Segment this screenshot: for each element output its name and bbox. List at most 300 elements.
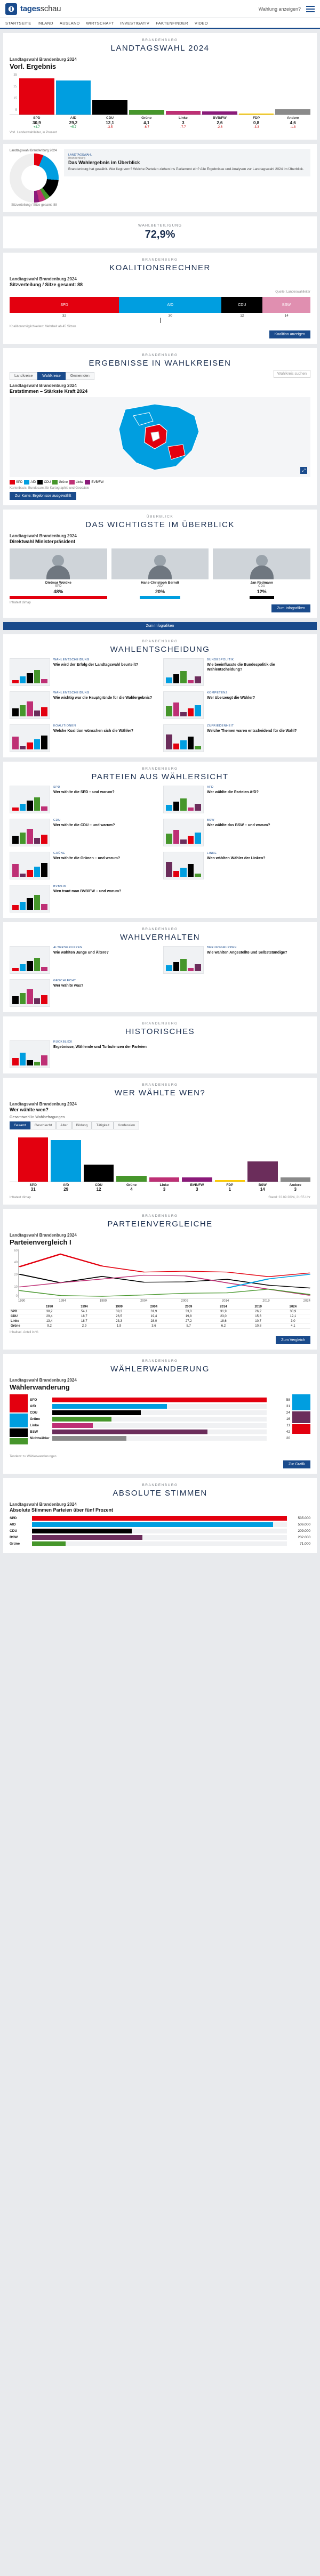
- teaser-thumbnail: [10, 658, 50, 686]
- turnout-label: WAHLBETEILIGUNG: [138, 224, 182, 228]
- absolute-value: 71.000: [300, 1542, 310, 1546]
- table-cell: 30,9: [276, 1310, 310, 1314]
- bar-value: 4,1: [143, 120, 150, 125]
- teaser-headline: Wen wählten Wähler der Linken?: [207, 857, 266, 860]
- teaser-thumbnail: [10, 786, 50, 813]
- absolute-eyebrow: BRANDENBURG: [142, 1483, 178, 1487]
- nav-item-6[interactable]: VIDEO: [194, 20, 208, 26]
- table-col-header: 1999: [102, 1305, 137, 1310]
- donut-caption: Sitzverteilung / Sitze gesamt: 88: [11, 204, 57, 207]
- section-title: PARTEIEN AUS WÄHLERSICHT: [91, 772, 229, 781]
- who-bar-values: [10, 1187, 310, 1192]
- teaser-kicker: AFD: [207, 786, 214, 789]
- candidate: [10, 548, 107, 599]
- nav-item-2[interactable]: AUSLAND: [59, 20, 80, 26]
- y-axis: 35 25 15 5: [13, 74, 17, 112]
- absolute-value: 209.000: [298, 1529, 310, 1533]
- candidate: [213, 548, 310, 599]
- tab-wahlkreise[interactable]: Wahlkreise: [37, 372, 65, 380]
- bar-labels: [10, 116, 310, 120]
- nav-item-4[interactable]: INVESTIGATIV: [120, 20, 150, 26]
- result-card: [3, 33, 317, 140]
- migration-left-col: [10, 1394, 28, 1453]
- teaser-thumbnail: [163, 691, 204, 719]
- table-cell: 3,0: [276, 1319, 310, 1324]
- table-row-label: Linke: [10, 1319, 32, 1324]
- candidate-bar: [140, 596, 181, 599]
- who-bar-value: 3: [163, 1187, 166, 1192]
- coalition-chart-sub: Sitzverteilung / Sitze gesamt: 88: [10, 282, 83, 287]
- nav-item-5[interactable]: FAKTENFINDER: [156, 20, 188, 26]
- teaser-thumbnail: [163, 658, 204, 686]
- migration-chart-head: Landtagswahl Brandenburg 2024: [10, 1378, 77, 1383]
- teaser-kicker: GRÜNE: [53, 852, 66, 855]
- migration-note: Tendenz zu Wählerwanderungen: [10, 1455, 57, 1458]
- migration-track: [52, 1404, 267, 1409]
- bar-changes: [10, 126, 310, 129]
- teaser-section: [3, 762, 317, 918]
- absolute-label: SPD: [10, 1516, 17, 1520]
- who-bar-label: SPD: [29, 1183, 37, 1187]
- teaser-item[interactable]: [163, 724, 310, 752]
- bar-label: Grüne: [141, 116, 152, 120]
- overview-footnote: Infratest dimap: [10, 601, 31, 604]
- bar-change: -3.3: [253, 126, 259, 129]
- compare-x-tick: 2019: [262, 1299, 270, 1303]
- bar-label: CDU: [106, 116, 114, 120]
- who-bar-label: BVB/FW: [190, 1183, 204, 1187]
- compare-eyebrow: BRANDENBURG: [142, 1214, 178, 1218]
- teaser-headline: Welche Themen waren entscheidend für die Wahl?: [207, 729, 297, 733]
- compare-line-chart: [14, 1249, 310, 1298]
- overview-card: [3, 510, 317, 618]
- brand-bold: tages: [20, 4, 41, 13]
- table-cell: 26,2: [241, 1310, 276, 1314]
- who-bar: [116, 1176, 146, 1182]
- result-eyebrow: BRANDENBURG: [142, 38, 178, 42]
- tab-landkreise[interactable]: Landkreise: [10, 372, 37, 380]
- seat-segment[interactable]: AfD: [119, 297, 221, 313]
- who-bar: [281, 1177, 310, 1182]
- teaser-item[interactable]: [163, 786, 310, 813]
- teaser-item[interactable]: [10, 979, 157, 1007]
- bar-column: [239, 74, 274, 115]
- brand-light: schau: [40, 4, 61, 13]
- promo-title: Das Wahlergebnis im Überblick: [68, 160, 140, 165]
- table-cell: 9,2: [32, 1324, 67, 1329]
- map-legend-item: BVB/FW: [85, 480, 103, 484]
- table-cell: 12,1: [276, 1314, 310, 1319]
- teaser-item[interactable]: [163, 658, 310, 686]
- promo-kicker: LANDTAGSWAHL: [68, 154, 92, 157]
- show-coalition-button[interactable]: Koalition anzeigen: [269, 330, 310, 338]
- migration-value: 24: [286, 1411, 290, 1415]
- table-col-header: 2019: [241, 1305, 276, 1310]
- seat-segment[interactable]: CDU: [221, 297, 262, 313]
- result-title: LANDTAGSWAHL 2024: [110, 44, 210, 53]
- teaser-item[interactable]: [10, 946, 157, 974]
- who-chart-sub: Wer wählte wen?: [10, 1107, 49, 1112]
- candidate-percent: 20%: [155, 589, 165, 594]
- table-cell: 4,1: [276, 1324, 310, 1329]
- map-note: Kartenbasis: Bundesamt für Kartographie und Geodäsie: [10, 487, 90, 490]
- migration-bars: [30, 1394, 290, 1453]
- teaser-thumbnail: [10, 852, 50, 879]
- migration-label: Linke: [30, 1424, 39, 1427]
- who-bar: [149, 1177, 179, 1182]
- absolute-track: [32, 1522, 287, 1527]
- who-tab[interactable]: Bildung: [72, 1121, 92, 1129]
- districts-sub: Landtagswahl Brandenburg 2024: [10, 383, 77, 388]
- teaser-item[interactable]: [10, 819, 157, 846]
- table-cell: 33,0: [171, 1310, 206, 1314]
- who-tab[interactable]: Gesamt: [10, 1121, 30, 1129]
- teaser-item[interactable]: [163, 691, 310, 719]
- teaser-kicker: BSW: [207, 819, 215, 822]
- migration-label: CDU: [30, 1411, 38, 1415]
- migration-track: [52, 1417, 267, 1422]
- compare-chart-head: Landtagswahl Brandenburg 2024: [10, 1233, 77, 1238]
- teaser-section: [3, 922, 317, 1012]
- teaser-item[interactable]: [163, 819, 310, 846]
- teaser-thumbnail: [163, 819, 204, 846]
- migration-track: [52, 1430, 267, 1434]
- compare-x-tick: 2024: [303, 1299, 310, 1303]
- migration-value: 31: [286, 1404, 290, 1408]
- table-cell: 39,3: [102, 1310, 137, 1314]
- migration-track: [52, 1423, 267, 1428]
- candidate-row: [10, 548, 310, 599]
- bar-column: [275, 74, 310, 115]
- table-col-header: 1994: [67, 1305, 101, 1310]
- party-compare-card: [3, 1209, 317, 1350]
- donut-head: Landtagswahl Brandenburg 2024: [10, 149, 57, 152]
- who-bar-label: Andere: [289, 1183, 301, 1187]
- migration-flow: [10, 1394, 310, 1453]
- bar-label: FDP: [253, 116, 260, 120]
- teaser-item[interactable]: [10, 724, 157, 752]
- compare-x-tick: 1994: [59, 1299, 66, 1303]
- table-cell: 1,9: [102, 1324, 137, 1329]
- bar-column: [129, 74, 164, 115]
- who-bar-value: 29: [63, 1187, 69, 1192]
- map-legend: [10, 480, 310, 484]
- table-col-header: 2009: [171, 1305, 206, 1310]
- header-tagline: Wahlung anzeigen?: [258, 6, 301, 12]
- migration-row: [30, 1430, 290, 1434]
- seat-segment[interactable]: SPD: [10, 297, 119, 313]
- migration-button[interactable]: Zur Grafik: [283, 1460, 310, 1468]
- who-tab[interactable]: Tätigkeit: [92, 1121, 114, 1129]
- bar-change: -7.7: [180, 126, 186, 129]
- who-bar: [51, 1140, 81, 1182]
- historic-card: [3, 1016, 317, 1073]
- candidate-bar: [10, 596, 107, 599]
- teaser-kicker: KOALITIONEN: [53, 724, 76, 728]
- district-search-input[interactable]: Wahlkreis suchen: [274, 370, 310, 378]
- historic-teaser[interactable]: [10, 1040, 310, 1068]
- bar-column: [19, 74, 54, 115]
- migration-chart-sub: Wählerwanderung: [10, 1383, 70, 1391]
- bar-column: [202, 74, 237, 115]
- table-cell: 23,0: [206, 1314, 241, 1319]
- compare-x-tick: 2004: [140, 1299, 148, 1303]
- who-bar: [215, 1180, 245, 1182]
- teaser-headline: Wer wählte das BSW – und warum?: [207, 823, 270, 827]
- teaser-kicker: BERUFSGRUPPEN: [207, 946, 237, 949]
- seat-bar[interactable]: [10, 297, 310, 313]
- teaser-thumbnail: [163, 946, 204, 974]
- coalition-eyebrow: BRANDENBURG: [142, 258, 178, 262]
- absolute-votes-card: [3, 1478, 317, 1553]
- map-result-button[interactable]: Zur Karte: Ergebnisse ausgewählt: [10, 492, 76, 500]
- candidate-percent: 12%: [257, 589, 267, 594]
- compare-x-tick: 1999: [99, 1299, 107, 1303]
- more-infographics-button[interactable]: Zum Infografiken: [3, 622, 317, 630]
- seat-count: 30: [168, 314, 172, 318]
- map-legend-item: CDU: [37, 480, 51, 484]
- compare-chart-sub: Parteienvergleich I: [10, 1238, 71, 1246]
- bar-value: 12,1: [106, 120, 114, 125]
- table-row-label: SPD: [10, 1310, 32, 1314]
- coalition-calculator-card: [3, 253, 317, 344]
- who-bar-label: CDU: [95, 1183, 103, 1187]
- migration-label: SPD: [30, 1398, 37, 1402]
- tab-gemeinden[interactable]: Gemeinden: [66, 372, 94, 380]
- brand-title[interactable]: [20, 4, 61, 13]
- coalition-chart-head: Landtagswahl Brandenburg 2024: [10, 277, 77, 281]
- candidate-photo: [111, 548, 209, 579]
- absolute-row: [10, 1529, 310, 1533]
- teaser-kicker: BVB/FW: [53, 885, 67, 888]
- overview-button[interactable]: Zum Infografiken: [271, 604, 310, 612]
- who-tab[interactable]: Alter: [56, 1121, 71, 1129]
- teaser-kicker: LINKE: [207, 852, 217, 855]
- districts-sub2: Erststimmen – Stärkste Kraft 2024: [10, 389, 88, 394]
- who-title: WER WÄHLTE WEN?: [114, 1088, 206, 1097]
- migration-label: AfD: [30, 1404, 36, 1408]
- nav-item-3[interactable]: WIRTSCHAFT: [86, 20, 114, 26]
- migration-right-col: [292, 1394, 310, 1453]
- absolute-label: CDU: [10, 1529, 18, 1533]
- compare-x-tick: 1990: [18, 1299, 26, 1303]
- teaser-kicker: GESCHLECHT: [53, 979, 76, 982]
- migration-value: 58: [286, 1398, 290, 1402]
- who-bar-label: Linke: [159, 1183, 169, 1187]
- migration-label: Grüne: [30, 1417, 41, 1421]
- coalition-majority-note: Koalitionsmöglichkeiten: Mehrheit ab 45 Sitzen: [10, 325, 76, 328]
- historic-kicker: RÜCKBLICK: [53, 1040, 73, 1044]
- table-corner: [10, 1305, 32, 1310]
- teaser-grid: [10, 786, 310, 912]
- table-cell: 54,1: [67, 1310, 101, 1314]
- teaser-item[interactable]: [10, 786, 157, 813]
- absolute-bars: [10, 1516, 310, 1546]
- table-cell: 18,7: [67, 1314, 101, 1319]
- bar-label: SPD: [33, 116, 41, 120]
- table-cell: 29,4: [32, 1314, 67, 1319]
- compare-y-axis: 60 40 20 10 0: [14, 1249, 18, 1298]
- who-stand: Stand: 22.09.2024, 21:55 Uhr: [268, 1196, 310, 1199]
- who-bar-value: 3: [294, 1187, 297, 1192]
- bar-change: -3.5: [107, 126, 113, 129]
- who-bar-label: BSW: [258, 1183, 267, 1187]
- teaser-kicker: WAHLENTSCHEIDUNG: [53, 691, 90, 695]
- candidate: [111, 548, 209, 599]
- map-svg[interactable]: [104, 400, 216, 474]
- seat-count: 12: [240, 314, 244, 318]
- who-bar-value: 14: [260, 1187, 265, 1192]
- teaser-kicker: ZUFRIEDENHEIT: [207, 724, 234, 728]
- compare-x-axis: [18, 1299, 310, 1303]
- table-col-header: 1990: [32, 1305, 67, 1310]
- nav-item-0[interactable]: STARTSEITE: [5, 20, 31, 26]
- compare-footnote: Inhaltsel. Anteil in %: [10, 1331, 38, 1334]
- migration-row: [30, 1410, 290, 1415]
- who-tab[interactable]: Geschlecht: [30, 1121, 57, 1129]
- teaser-headline: Wie beeinflusste die Bundespolitik die Wahlentscheidung?: [207, 663, 275, 672]
- bar-column: [56, 74, 91, 115]
- who-tab[interactable]: Konfession: [114, 1121, 139, 1129]
- migration-row: [30, 1423, 290, 1428]
- map-legend-item: Linke: [69, 480, 83, 484]
- main-nav[interactable]: [0, 18, 320, 29]
- who-bar: [182, 1177, 212, 1182]
- migration-value: 16: [286, 1417, 290, 1421]
- seat-segment[interactable]: BSW: [262, 297, 310, 313]
- table-cell: 6,2: [206, 1324, 241, 1329]
- section-eyebrow: BRANDENBURG: [142, 640, 178, 643]
- teaser-item[interactable]: [163, 946, 310, 974]
- bar-values: [10, 120, 310, 125]
- bar-change: -1.8: [290, 126, 296, 129]
- teaser-headline: Wer wählte die CDU – und warum?: [53, 823, 115, 827]
- absolute-row: [10, 1516, 310, 1521]
- table-cell: 5,7: [171, 1324, 206, 1329]
- teaser-thumbnail: [10, 979, 50, 1007]
- map-expand-icon[interactable]: ⤢: [300, 467, 307, 474]
- coalition-title: KOALITIONSRECHNER: [109, 263, 211, 272]
- result-footnote: Vorl. Landeswahlleiter, in Prozent: [10, 131, 57, 134]
- who-tabs[interactable]: [10, 1121, 310, 1129]
- map-legend-item: AfD: [24, 480, 36, 484]
- table-row: [10, 1319, 310, 1324]
- candidate-name: Dietmar Woidke: [45, 581, 71, 585]
- seat-distribution-card: [3, 144, 317, 212]
- who-source: Infratest dimap: [10, 1196, 31, 1199]
- teaser-item[interactable]: [10, 658, 157, 686]
- migration-label: Nichtwähler: [30, 1436, 50, 1440]
- teaser-thumbnail: [163, 852, 204, 879]
- teaser-thumbnail: [163, 786, 204, 813]
- who-bar-chart: [10, 1132, 310, 1182]
- table-cell: 23,3: [102, 1319, 137, 1324]
- result-bar-chart: [10, 74, 310, 115]
- who-bar-value: 31: [30, 1187, 36, 1192]
- bar-value: 0,8: [253, 120, 260, 125]
- candidate-party: SPD: [55, 585, 62, 588]
- migration-value: 11: [286, 1424, 290, 1427]
- who-chart-head: Landtagswahl Brandenburg 2024: [10, 1102, 77, 1107]
- overview-eyebrow: ÜBERBLICK: [146, 515, 174, 519]
- table-row: [10, 1314, 310, 1319]
- teaser-item[interactable]: [10, 691, 157, 719]
- table-cell: 31,9: [137, 1310, 171, 1314]
- migration-row: [30, 1436, 290, 1441]
- candidate-party: CDU: [258, 585, 266, 588]
- absolute-value: 506.000: [298, 1523, 310, 1527]
- bar-label: AfD: [70, 116, 77, 120]
- teaser-headline: Wie wählten Junge und Ältere?: [53, 951, 109, 955]
- teaser-headline: Wie wird der Erfolg der Landtagswahl beurteilt?: [53, 663, 139, 667]
- absolute-label: BSW: [10, 1536, 18, 1539]
- table-cell: 27,2: [171, 1319, 206, 1324]
- who-bar: [247, 1161, 277, 1182]
- absolute-value: 232.000: [298, 1536, 310, 1539]
- seat-numbers: [10, 314, 310, 318]
- bar-column: [166, 74, 201, 115]
- bar-label: Linke: [178, 116, 188, 120]
- bar-column: [92, 74, 127, 115]
- teaser-headline: Wer wählte was?: [53, 984, 84, 988]
- teaser-item[interactable]: [163, 852, 310, 879]
- section-eyebrow: BRANDENBURG: [142, 767, 178, 771]
- teaser-headline: Welche Koalition wünschen sich die Wähler?: [53, 729, 134, 733]
- districts-tabs[interactable]: [10, 372, 310, 380]
- teaser-thumbnail: [10, 819, 50, 846]
- table-cell: 2,9: [67, 1324, 101, 1329]
- table-cell: 18,6: [206, 1319, 241, 1324]
- absolute-track: [32, 1516, 287, 1521]
- promo-box[interactable]: [64, 149, 310, 176]
- menu-icon[interactable]: [306, 6, 315, 12]
- seat-donut-chart: [10, 154, 59, 203]
- absolute-track: [32, 1529, 287, 1533]
- seat-count: 14: [284, 314, 289, 318]
- compare-title: PARTEIENVERGLEICHE: [107, 1220, 213, 1229]
- teaser-thumbnail: [10, 724, 50, 752]
- teaser-headline: Wie wählten Angestellte und Selbstständige?: [207, 951, 287, 955]
- result-chart-head: Landtagswahl Brandenburg 2024: [10, 57, 77, 62]
- table-cell: 3,6: [137, 1324, 171, 1329]
- who-bar: [18, 1137, 48, 1182]
- teaser-item[interactable]: [10, 852, 157, 879]
- teaser-item[interactable]: [10, 885, 157, 912]
- bar-value: 3: [182, 120, 185, 125]
- table-col-header: 2014: [206, 1305, 241, 1310]
- migration-track: [52, 1410, 267, 1415]
- compare-x-tick: 2009: [181, 1299, 188, 1303]
- bar-change: +5.7: [70, 126, 77, 129]
- who-voted-card: [3, 1078, 317, 1205]
- seat-count: 32: [62, 314, 67, 318]
- brandenburg-map[interactable]: [10, 397, 310, 477]
- bar-value: 30,9: [33, 120, 41, 125]
- compare-button[interactable]: Zum Vergleich: [276, 1336, 310, 1344]
- historic-thumb: [10, 1040, 50, 1068]
- tagesschau-logo-icon[interactable]: [5, 3, 17, 15]
- compare-table: [10, 1305, 310, 1329]
- who-bar-labels: [10, 1183, 310, 1187]
- nav-item-1[interactable]: INLAND: [37, 20, 53, 26]
- teaser-thumbnail: [10, 946, 50, 974]
- bar-change: +4.7: [33, 126, 40, 129]
- teaser-thumbnail: [10, 885, 50, 912]
- table-col-header: 2024: [276, 1305, 310, 1310]
- migration-eyebrow: BRANDENBURG: [142, 1359, 178, 1363]
- who-bar-label: FDP: [226, 1183, 234, 1187]
- section-title: WAHLENTSCHEIDUNG: [110, 645, 210, 654]
